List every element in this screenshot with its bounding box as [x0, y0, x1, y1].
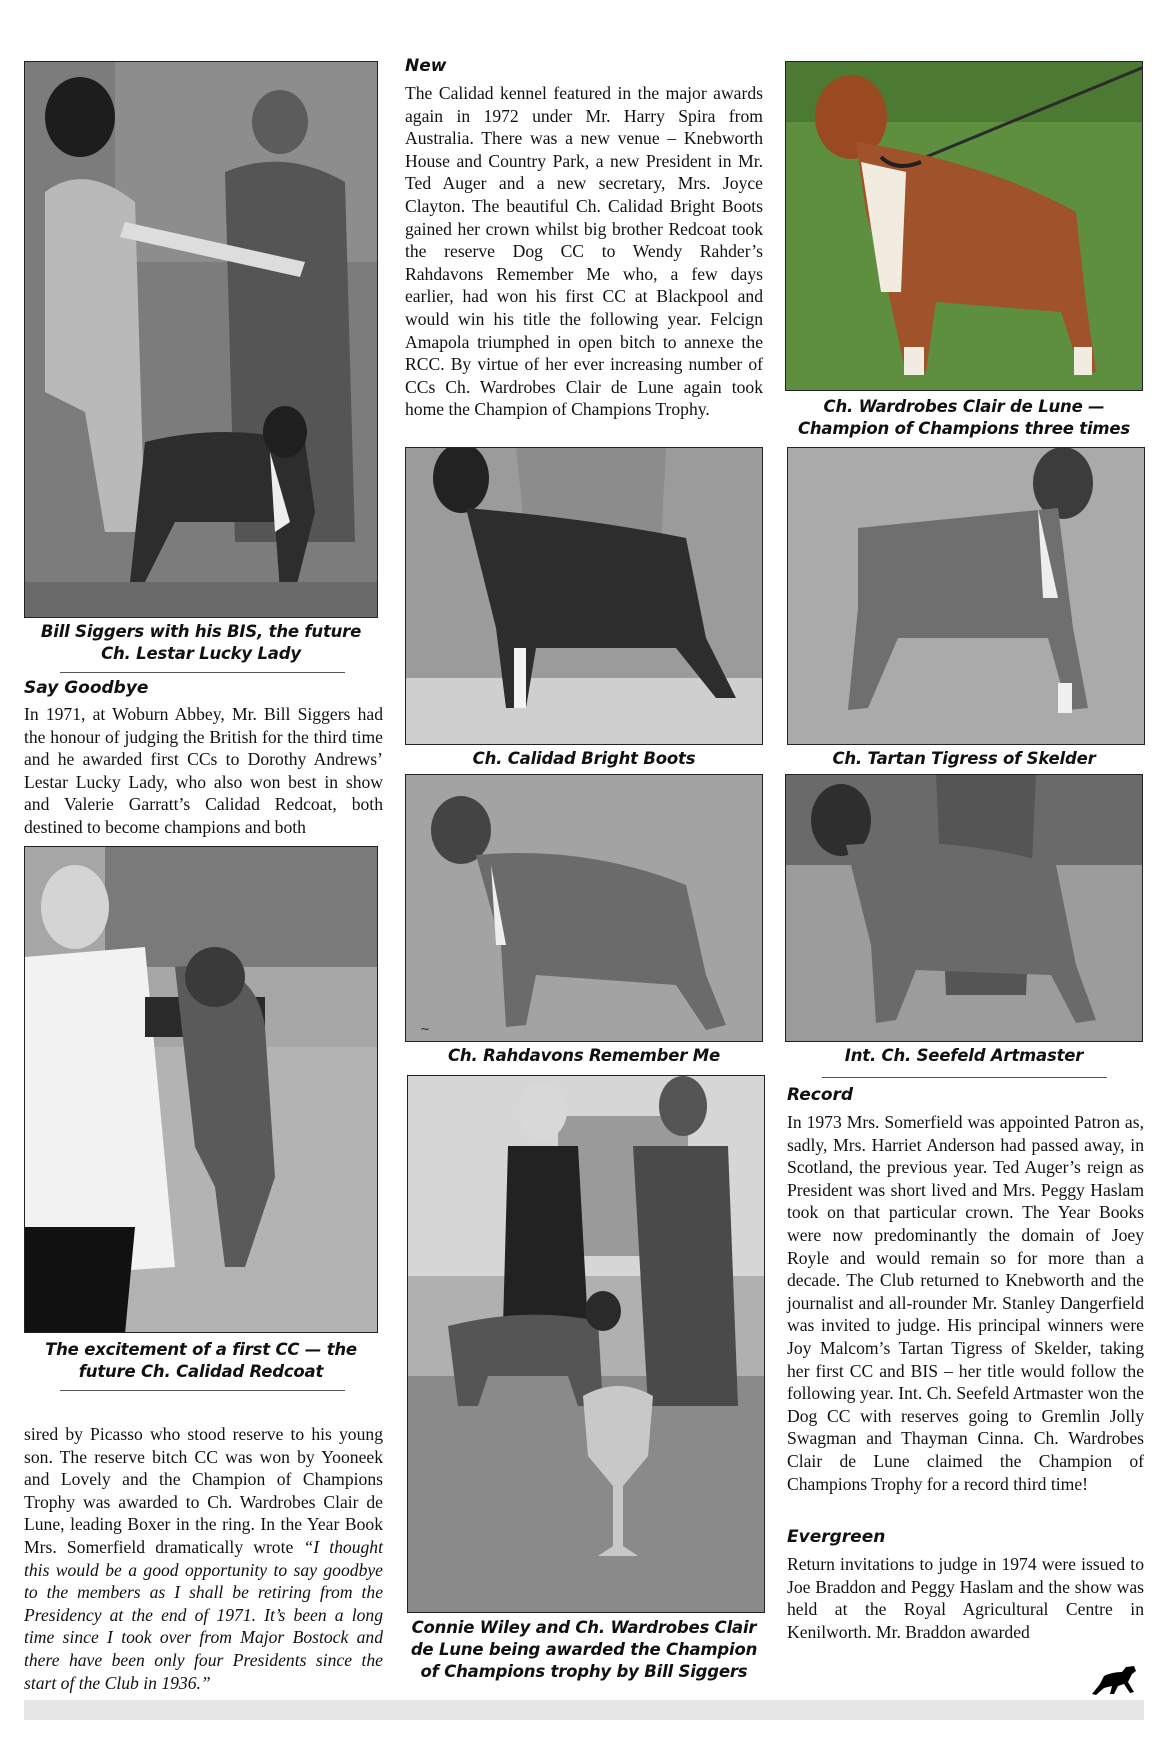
- caption-line: Bill Siggers with his BIS, the future: [40, 622, 362, 641]
- caption-line: Ch. Lestar Lucky Lady: [101, 644, 301, 663]
- photographer-signature: ~: [420, 1022, 431, 1036]
- photo-seefeld-artmaster: [785, 774, 1143, 1042]
- photo-illustration: [25, 62, 378, 618]
- photo-caption: Int. Ch. Seefeld Artmaster: [844, 1046, 1084, 1065]
- divider: [60, 672, 345, 673]
- section-text-evergreen: Return invitations to judge in 1974 were issued to Joe Braddon and Peggy Haslam and the show was held at the Royal Agricultural Centre in Kenilworth. Mr. Braddon awarded: [787, 1554, 1144, 1642]
- section-text-new: The Calidad kennel featured in the major awards again in 1972 under Mr. Harry Spira from Australia. There was a new venue – Knebworth House and Country Park, a new President in Mr. Ted Auger and a new secretary, Mrs. Joyce Clayton. The beautiful Ch. Calidad Bright Boots gained her crown whilst big brother Redcoat took the reserve Dog CC to Wendy Rahder’s Rahdavons Remember Me who, a few days earlier, had won his first CC at Blackpool and would win his title the following year. Felcign Amapola triumphed in open bitch to annexe the RCC. By virtue of her ever increasing number of CCs Ch. Wardrobes Clair de Lune again took home the Champion of Champions Trophy.: [405, 83, 763, 420]
- caption-line: future Ch. Calidad Redcoat: [78, 1362, 324, 1381]
- caption-line: Ch. Wardrobes Clair de Lune —: [823, 397, 1105, 416]
- photo-caption: Ch. Calidad Bright Boots: [472, 749, 696, 768]
- photo-illustration: [786, 62, 1143, 391]
- photo-calidad-bright-boots: [405, 447, 763, 745]
- photo-illustration: [406, 775, 763, 1042]
- divider: [822, 1077, 1107, 1078]
- caption-line: de Lune being awarded the Champion: [410, 1640, 758, 1659]
- section-heading-record: Record: [787, 1085, 854, 1105]
- body-text: sired by Picasso who stood reserve to his young son. The reserve bitch CC was won by Yooneek and Lovely and the Champion of Champions Trophy was awarded to Ch. Wardrobes Clair de Lune, leading Boxer in the ring. In the Year Book Mrs. Somerfield dramatically wrote: [24, 1424, 383, 1557]
- caption-line: Champion of Champions three times: [797, 419, 1131, 438]
- photo-illustration: [406, 448, 763, 745]
- photo-tartan-tigress-of-skelder: [787, 447, 1145, 745]
- section-heading-evergreen: Evergreen: [787, 1527, 886, 1547]
- divider: [60, 1390, 345, 1391]
- photo-caption: [785, 396, 1143, 440]
- caption-line: Connie Wiley and Ch. Wardrobes Clair: [411, 1618, 757, 1637]
- caption-line: of Champions trophy by Bill Siggers: [420, 1662, 748, 1681]
- photo-caption: Ch. Tartan Tigress of Skelder: [832, 749, 1096, 768]
- photo-illustration: [408, 1076, 765, 1613]
- boxer-dog-silhouette-icon: [1090, 1664, 1138, 1696]
- caption-line: The excitement of a first CC — the: [45, 1340, 357, 1359]
- quote-text: “I thought this would be a good opportunity to say goodbye to the members as I shall be retiring from the Presidency at the end of 1971. It’s been a long time since I took over from Major Bostock and there have been only four Presidents since the start of the Club in 1936.”: [24, 1536, 383, 1693]
- photo-bill-siggers-bis: [24, 61, 378, 618]
- section-heading-new: New: [405, 56, 447, 76]
- footer-bar: [24, 1700, 1144, 1720]
- section-text-say-goodbye: In 1971, at Woburn Abbey, Mr. Bill Siggers had the honour of judging the British for the third time and he awarded first CCs to Dorothy Andrews’ Lestar Lucky Lady, who also won best in show and Valerie Garratt’s Calidad Redcoat, both destined to become champions and both: [24, 704, 383, 837]
- photo-wardrobes-clair-de-lune: [785, 61, 1143, 391]
- photo-connie-wiley-trophy: [407, 1075, 765, 1613]
- photo-illustration: [25, 847, 378, 1333]
- photo-caption: Ch. Rahdavons Remember Me: [448, 1046, 720, 1065]
- photo-caption: [24, 1339, 378, 1383]
- photo-caption: [405, 1617, 763, 1683]
- section-text-record: In 1973 Mrs. Somerfield was appointed Patron as, sadly, Mrs. Harriet Anderson had passed away, in Scotland, the previous year. Ted Auger’s reign as President was short lived and Mrs. Peggy Haslam took on that particular crown. The Year Books were now predominantly the domain of Joey Royle and would remain so for more than a decade. The Club returned to Knebworth and the journalist and all-rounder Mr. Stanley Dangerfield was invited to judge. His principal winners were Joy Malcom’s Tartan Tigress of Skelder, taking her first CC and BIS – her title would follow the following year. Int. Ch. Seefeld Artmaster won the Dog CC with reserves going to Gremlin Jolly Swagman and Thayman Cinna. Ch. Wardrobes Clair de Lune claimed the Champion of Champions Trophy for a record third time!: [787, 1112, 1144, 1494]
- photo-rahdavons-remember-me: [405, 774, 763, 1042]
- section-text-say-goodbye-continued: [24, 1423, 383, 1694]
- photo-first-cc-excitement: [24, 846, 378, 1333]
- photo-illustration: [786, 775, 1143, 1042]
- section-heading-say-goodbye: Say Goodbye: [24, 678, 149, 698]
- photo-illustration: [788, 448, 1145, 745]
- photo-caption: [24, 621, 378, 665]
